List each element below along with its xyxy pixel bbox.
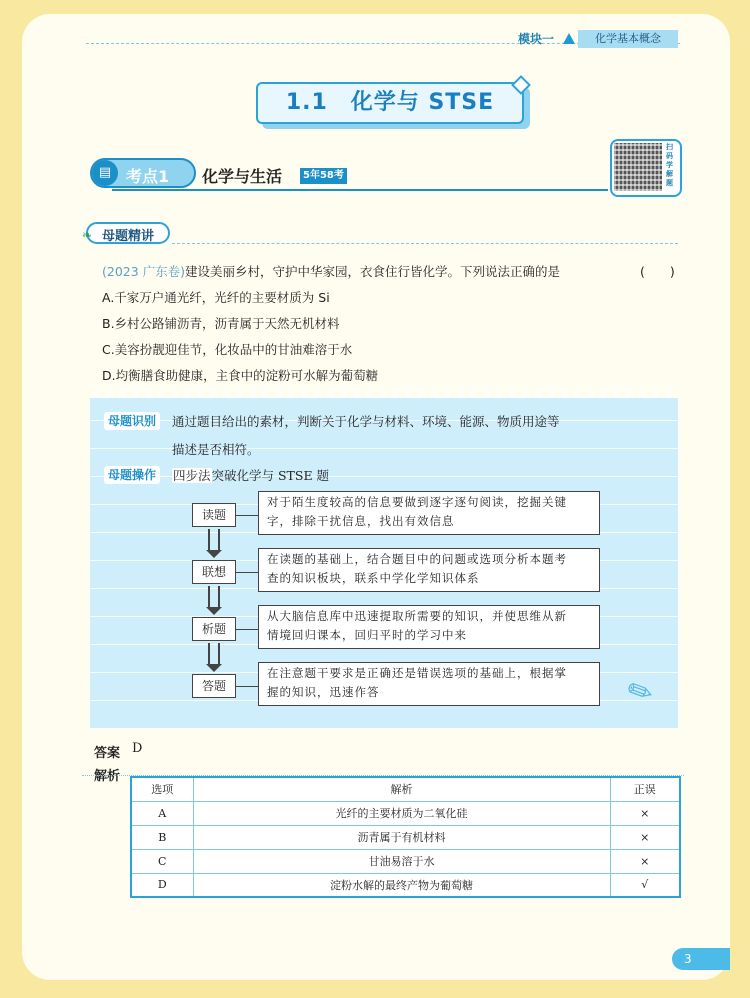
cell-option: A [131, 801, 193, 825]
step-desc-3-line1: 从大脑信息库中迅速提取所需要的知识，并使思维从新 [267, 609, 567, 623]
section-title: 1.1 化学与 STSE [256, 82, 524, 124]
mother-problem-label: 母题精讲 [102, 229, 155, 244]
pencil-icon: ✎ [621, 671, 660, 714]
qr-code-icon[interactable] [614, 143, 662, 191]
cell-judgement: × [610, 825, 680, 849]
option-b: B.乡村公路铺沥青，沥青属于天然无机材料 [102, 316, 340, 331]
identify-line1: 通过题目给出的素材，判断关于化学与材料、环境、能源、物质用途等 [172, 414, 560, 429]
question-text: 建设美丽乡村，守护中华家园，衣食住行皆化学。下列说法正确的是 [185, 264, 561, 279]
table-row [131, 825, 680, 849]
operation-method: 四步法 [173, 468, 211, 483]
col-header-option: 选项 [131, 777, 193, 801]
cell-option: B [131, 825, 193, 849]
step-desc-2 [258, 548, 600, 592]
option-c: C.美容扮靓迎佳节，化妆品中的甘油难溶于水 [102, 342, 353, 357]
kaodian-label: 考点1 [126, 167, 170, 186]
option-a: A.千家万户通光纤，光纤的主要材质为 Si [102, 290, 330, 305]
answer-paren: ( ) [640, 264, 675, 279]
step-desc-4 [258, 662, 600, 706]
mother-problem-rule [172, 243, 678, 244]
col-header-judgement: 正误 [610, 777, 680, 801]
triangle-icon [563, 33, 575, 44]
cell-analysis: 沥青属于有机材料 [193, 825, 610, 849]
cell-judgement: √ [610, 873, 680, 897]
step-desc-1-line1: 对于陌生度较高的信息要做到逐字逐句阅读，挖掘关键 [267, 495, 567, 509]
step-desc-2-line2: 查的知识板块，联系中学化学知识体系 [267, 571, 480, 585]
page-number: 3 [672, 948, 730, 970]
step-desc-4-line1: 在注意题干要求是正确还是错误选项的基础上，根据掌 [267, 666, 567, 680]
cell-option: D [131, 873, 193, 897]
cell-analysis: 光纤的主要材质为二氧化硅 [193, 801, 610, 825]
analysis-table [130, 776, 681, 898]
kaodian-underline [112, 189, 608, 191]
down-arrowhead-2 [206, 607, 222, 615]
note-binding-holes [90, 388, 678, 400]
table-header-row [131, 777, 680, 801]
down-arrow-2 [208, 586, 220, 608]
connector-4 [236, 686, 258, 687]
connector-1 [236, 515, 258, 516]
qr-caption: 扫码学解题 [666, 143, 673, 187]
operation-rest: 突破化学与 STSE 题 [211, 468, 330, 483]
section-tag: 化学基本概念 [578, 30, 678, 48]
cell-analysis: 甘油易溶于水 [193, 849, 610, 873]
question-source: (2023 广东卷) [102, 264, 186, 279]
table-row [131, 849, 680, 873]
down-arrowhead-1 [206, 550, 222, 558]
cell-option: C [131, 849, 193, 873]
kaodian-title: 化学与生活 [202, 167, 283, 186]
step-box-1: 读题 [192, 503, 236, 527]
analysis-label: 解析 [94, 769, 121, 784]
step-desc-4-line2: 握的知识，迅速作答 [267, 685, 380, 699]
col-header-analysis: 解析 [193, 777, 610, 801]
table-row [131, 801, 680, 825]
book-icon: ▤ [92, 160, 118, 186]
answer-label: 答案 [94, 746, 121, 761]
module-label: 模块一 [518, 32, 555, 46]
leaf-icon: ❧ [82, 228, 93, 242]
step-desc-3 [258, 605, 600, 649]
down-arrow-3 [208, 643, 220, 665]
step-desc-2-line1: 在读题的基础上，结合题目中的问题或选项分析本题考 [267, 552, 567, 566]
connector-2 [236, 572, 258, 573]
identify-label: 母题识别 [104, 412, 160, 430]
question-stem [102, 262, 560, 280]
down-arrowhead-3 [206, 664, 222, 672]
cell-judgement: × [610, 801, 680, 825]
step-box-2: 联想 [192, 560, 236, 584]
cell-judgement: × [610, 849, 680, 873]
operation-text [172, 466, 329, 484]
answer-value: D [132, 741, 143, 756]
connector-3 [236, 629, 258, 630]
step-desc-1-line2: 字，排除干扰信息，找出有效信息 [267, 514, 455, 528]
cell-analysis: 淀粉水解的最终产物为葡萄糖 [193, 873, 610, 897]
step-box-3: 析题 [192, 617, 236, 641]
option-d: D.均衡膳食助健康，主食中的淀粉可水解为葡萄糖 [102, 368, 379, 383]
exam-count-badge: 5年58考 [300, 168, 347, 184]
step-box-4: 答题 [192, 674, 236, 698]
operation-label: 母题操作 [104, 466, 160, 484]
table-row [131, 873, 680, 897]
step-desc-1 [258, 491, 600, 535]
down-arrow-1 [208, 529, 220, 551]
identify-line2: 描述是否相符。 [172, 442, 260, 457]
step-desc-3-line2: 情境回归课本，回归平时的学习中来 [267, 628, 467, 642]
